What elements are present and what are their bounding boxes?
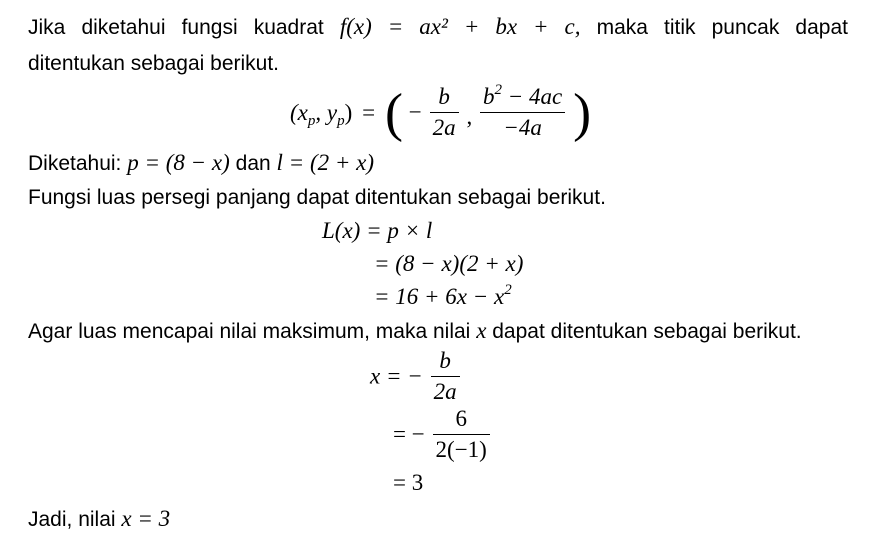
area-line-3: = $16 + 6x - x^2$	[374, 282, 512, 309]
intro-word: fungsi	[181, 16, 238, 39]
denominator: 2a	[430, 112, 459, 143]
given-line	[28, 150, 374, 176]
area-line-2: = (8 − x)(2 + x)	[374, 251, 524, 276]
vertex-lhs: ($x_p$, $y_p$)	[290, 99, 353, 129]
fraction-b-over-2a	[431, 346, 460, 407]
conclusion-expr: x = 3	[121, 506, 171, 531]
max-intro: Agar luas mencapai nilai maksimum, maka nilai x dapat ditentukan sebagai berikut.	[28, 318, 802, 343]
area-line-1: L(x) = p × l	[322, 218, 433, 243]
given-label: Diketahui:	[28, 152, 122, 175]
fraction-6-over-2neg1	[433, 404, 490, 465]
solve-line-1	[370, 346, 462, 407]
x-variable: x	[476, 318, 487, 343]
l-expression: l = (2 + x)	[276, 150, 375, 175]
given-and: dan	[235, 152, 271, 175]
solve-lhs: x = −	[370, 363, 423, 389]
quadratic-function: f(x) = ax² + bx + c,	[339, 14, 581, 39]
conclusion-text: Jadi, nilai	[28, 508, 116, 531]
minus-sign: −	[408, 99, 422, 125]
comma: ,	[466, 104, 473, 130]
conclusion	[28, 506, 170, 532]
intro-word: puncak	[711, 16, 780, 39]
intro-word: maka	[596, 16, 648, 39]
intro-word: kuadrat	[253, 16, 324, 39]
intro-line-2: ditentukan sebagai berikut.	[28, 52, 280, 75]
numerator: b	[438, 84, 450, 109]
big-paren-close: )	[573, 82, 592, 143]
fraction-discriminant	[480, 82, 565, 143]
solve-eq2: = −	[393, 421, 425, 447]
area-intro: Fungsi luas persegi panjang dapat ditentukan sebagai berikut.	[28, 186, 606, 209]
solve-line-2	[393, 404, 492, 465]
equals-sign: =	[362, 99, 376, 125]
big-paren-open: (	[384, 82, 403, 143]
intro-word: diketahui	[81, 16, 166, 39]
fraction-b-over-2a	[430, 82, 459, 143]
denominator: −4a	[480, 112, 565, 143]
numerator: $b^2 - 4ac$	[483, 82, 563, 109]
intro-word: titik	[664, 16, 696, 39]
numerator: 6	[455, 406, 467, 431]
intro-word: dapat	[795, 16, 848, 39]
numerator: b	[439, 348, 451, 373]
vertex-formula	[290, 82, 591, 143]
solve-line-3: = 3	[393, 470, 424, 495]
intro-word: Jika	[28, 16, 66, 39]
p-expression: p = (8 − x)	[127, 150, 230, 175]
denominator: 2a	[431, 376, 460, 407]
intro-line-1	[28, 14, 848, 40]
denominator: 2(−1)	[433, 434, 490, 465]
